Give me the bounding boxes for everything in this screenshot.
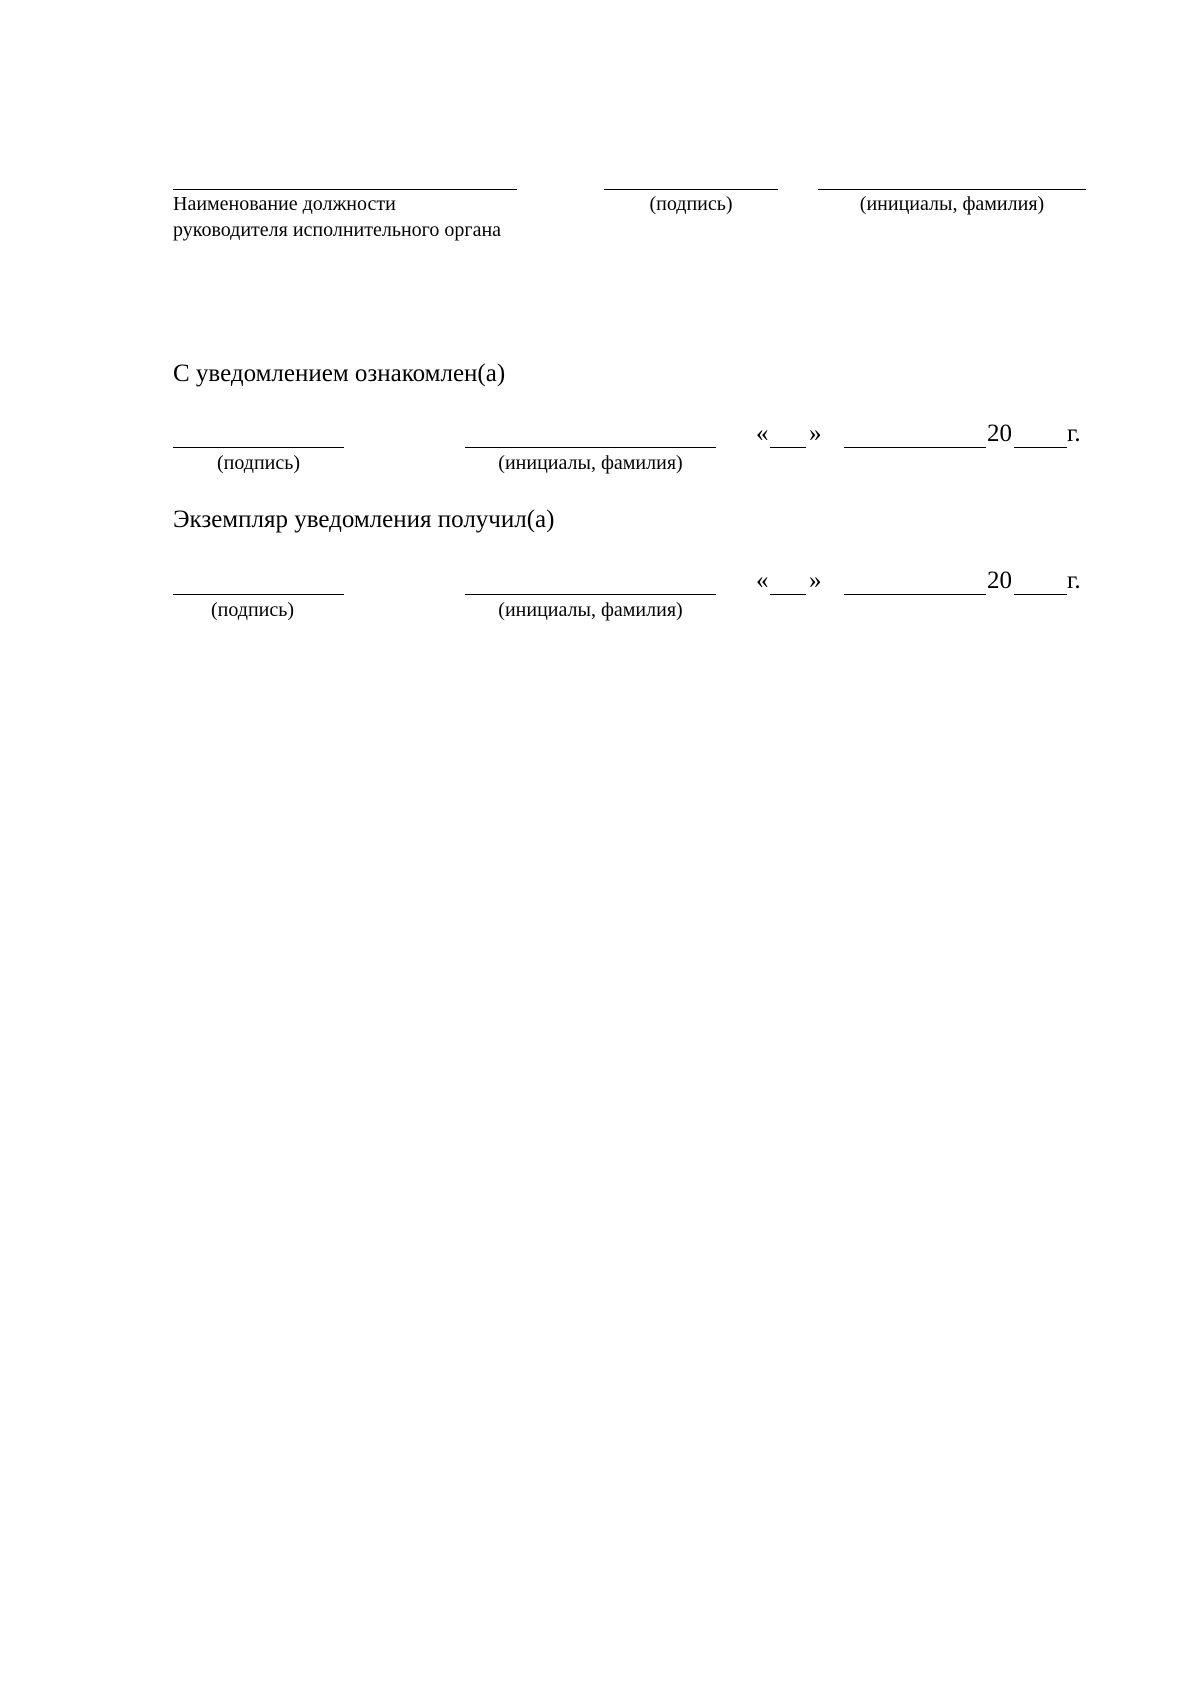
head-signature-label: (подпись) xyxy=(649,193,733,215)
ack-name-line[interactable] xyxy=(465,447,716,448)
rec-quote-close: » xyxy=(809,567,822,594)
rec-signature-label: (подпись) xyxy=(210,599,295,621)
rec-quote-open: « xyxy=(756,567,769,594)
rec-year-line[interactable] xyxy=(1014,594,1067,595)
rec-signature-line[interactable] xyxy=(173,594,344,595)
ack-year-prefix: 20 xyxy=(987,420,1012,447)
head-name-label: (инициалы, фамилия) xyxy=(859,193,1045,215)
ack-signature-line[interactable] xyxy=(173,447,344,448)
rec-name-line[interactable] xyxy=(465,594,716,595)
acknowledged-heading: С уведомлением ознакомлен(а) xyxy=(173,360,506,387)
position-label-line1: Наименование должности xyxy=(173,193,396,215)
rec-year-prefix: 20 xyxy=(987,567,1012,594)
rec-month-line[interactable] xyxy=(844,594,986,595)
ack-year-line[interactable] xyxy=(1014,447,1067,448)
rec-day-line[interactable] xyxy=(770,594,806,595)
ack-quote-close: » xyxy=(809,420,822,447)
head-name-line[interactable] xyxy=(818,189,1086,190)
received-heading: Экземпляр уведомления получил(а) xyxy=(173,506,555,533)
ack-month-line[interactable] xyxy=(844,447,986,448)
rec-year-suffix: г. xyxy=(1067,567,1081,594)
ack-quote-open: « xyxy=(756,420,769,447)
position-label-line2: руководителя исполнительного органа xyxy=(173,219,502,241)
ack-year-suffix: г. xyxy=(1067,420,1081,447)
head-signature-line[interactable] xyxy=(604,189,778,190)
ack-name-label: (инициалы, фамилия) xyxy=(498,452,683,474)
ack-signature-label: (подпись) xyxy=(216,452,301,474)
rec-name-label: (инициалы, фамилия) xyxy=(498,599,683,621)
position-line[interactable] xyxy=(173,189,517,190)
ack-day-line[interactable] xyxy=(770,447,806,448)
